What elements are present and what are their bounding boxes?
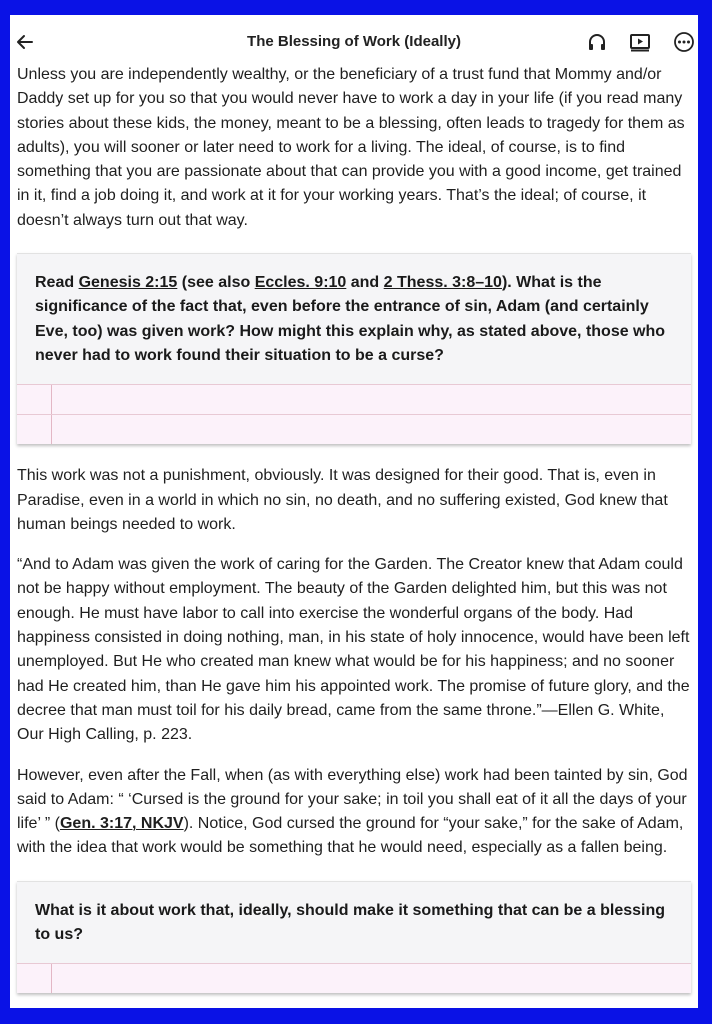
- answer-field-2[interactable]: [17, 963, 691, 993]
- headphones-icon[interactable]: [585, 30, 609, 54]
- answer-line: [17, 963, 691, 993]
- body-paragraph: Unless you are independently wealthy, or the beneficiary of a trust fund that Mommy and/or Daddy set up for you so that you would never have to work a day in your life (if you read many stories about these kids, the money, meant to be a blessing, often leads to tragedy for them as adults), you will sooner or later need to work for a living. The ideal, of course, is to find something that you are passionate about that can provide you with a good income, get trained in it, find a job doing it, and work at it for your working years. That’s the ideal; of course, it doesn’t always turn out that way.: [17, 66, 685, 229]
- answer-line: [17, 414, 691, 444]
- bible-link-genesis[interactable]: Genesis 2:15: [78, 274, 178, 292]
- page-title: The Blessing of Work (Ideally): [247, 33, 461, 50]
- bible-link-thess[interactable]: 2 Thess. 3:8–10: [383, 274, 502, 292]
- lesson-content: [10, 63, 698, 993]
- reader-screen: [10, 15, 698, 1008]
- body-paragraph: This work was not a punishment, obviously. It was designed for their good. That is, even in Paradise, even in a world in which no sin, no death, and no suffering existed, God knew that human beings needed to work.: [17, 467, 668, 533]
- question-box-1: [17, 253, 691, 444]
- question-text-part: Read: [35, 274, 79, 292]
- bible-link-gen-3-17[interactable]: Gen. 3:17, NKJV: [59, 815, 184, 833]
- question-text-part: and: [346, 274, 384, 292]
- paragraph-text-part: However, even after the Fall, when (as with everything else) work had been tainted by sin, God said to Adam: “ ‘Cursed is the ground for your sake; in toil you shall eat of it all the days of your life’ ” (: [17, 766, 688, 833]
- question-text-part: (see also: [177, 274, 255, 292]
- body-paragraph: [10, 764, 698, 861]
- answer-field-1[interactable]: [17, 384, 691, 444]
- question-text-part: ). What is the significance of the fact that, even before the entrance of sin, Adam (and certainly Eve, too) was given work? How might this explain why, as stated above, those who never had to work found their situation to be a curse?: [35, 274, 666, 364]
- top-bar: [10, 15, 698, 67]
- question-text-2: What is it about work that, ideally, should make it something that can be a blessing to us?: [35, 901, 666, 944]
- answer-line: [17, 384, 691, 414]
- quote-paragraph: “And to Adam was given the work of caring for the Garden. The Creator knew that Adam could not be happy without employment. The beauty of the Garden delighted him, but this was not enough. He must have labor to call into exercise the wonderful organs of the body. Had happiness consisted in doing nothing, man, in his state of holy innocence, would have been left unemployed. But He who created man knew what would be for his happiness; and no sooner had He created him, than He gave him his appointed work. The promise of future glory, and the decree that man must toil for his daily bread, came from the same throne.”—Ellen G. White, Our High Calling, p. 223.: [17, 556, 690, 744]
- paragraph-text-part: ). Notice, God cursed the ground for “your sake,” for the sake of Adam, with the idea that work would be something that he would need, especially as a fallen being.: [17, 815, 684, 857]
- bible-link-eccles[interactable]: Eccles. 9:10: [254, 274, 347, 292]
- video-play-icon[interactable]: [628, 30, 652, 54]
- more-options-icon[interactable]: [672, 30, 696, 54]
- question-text-1: [17, 254, 691, 384]
- question-box-2: [17, 881, 691, 994]
